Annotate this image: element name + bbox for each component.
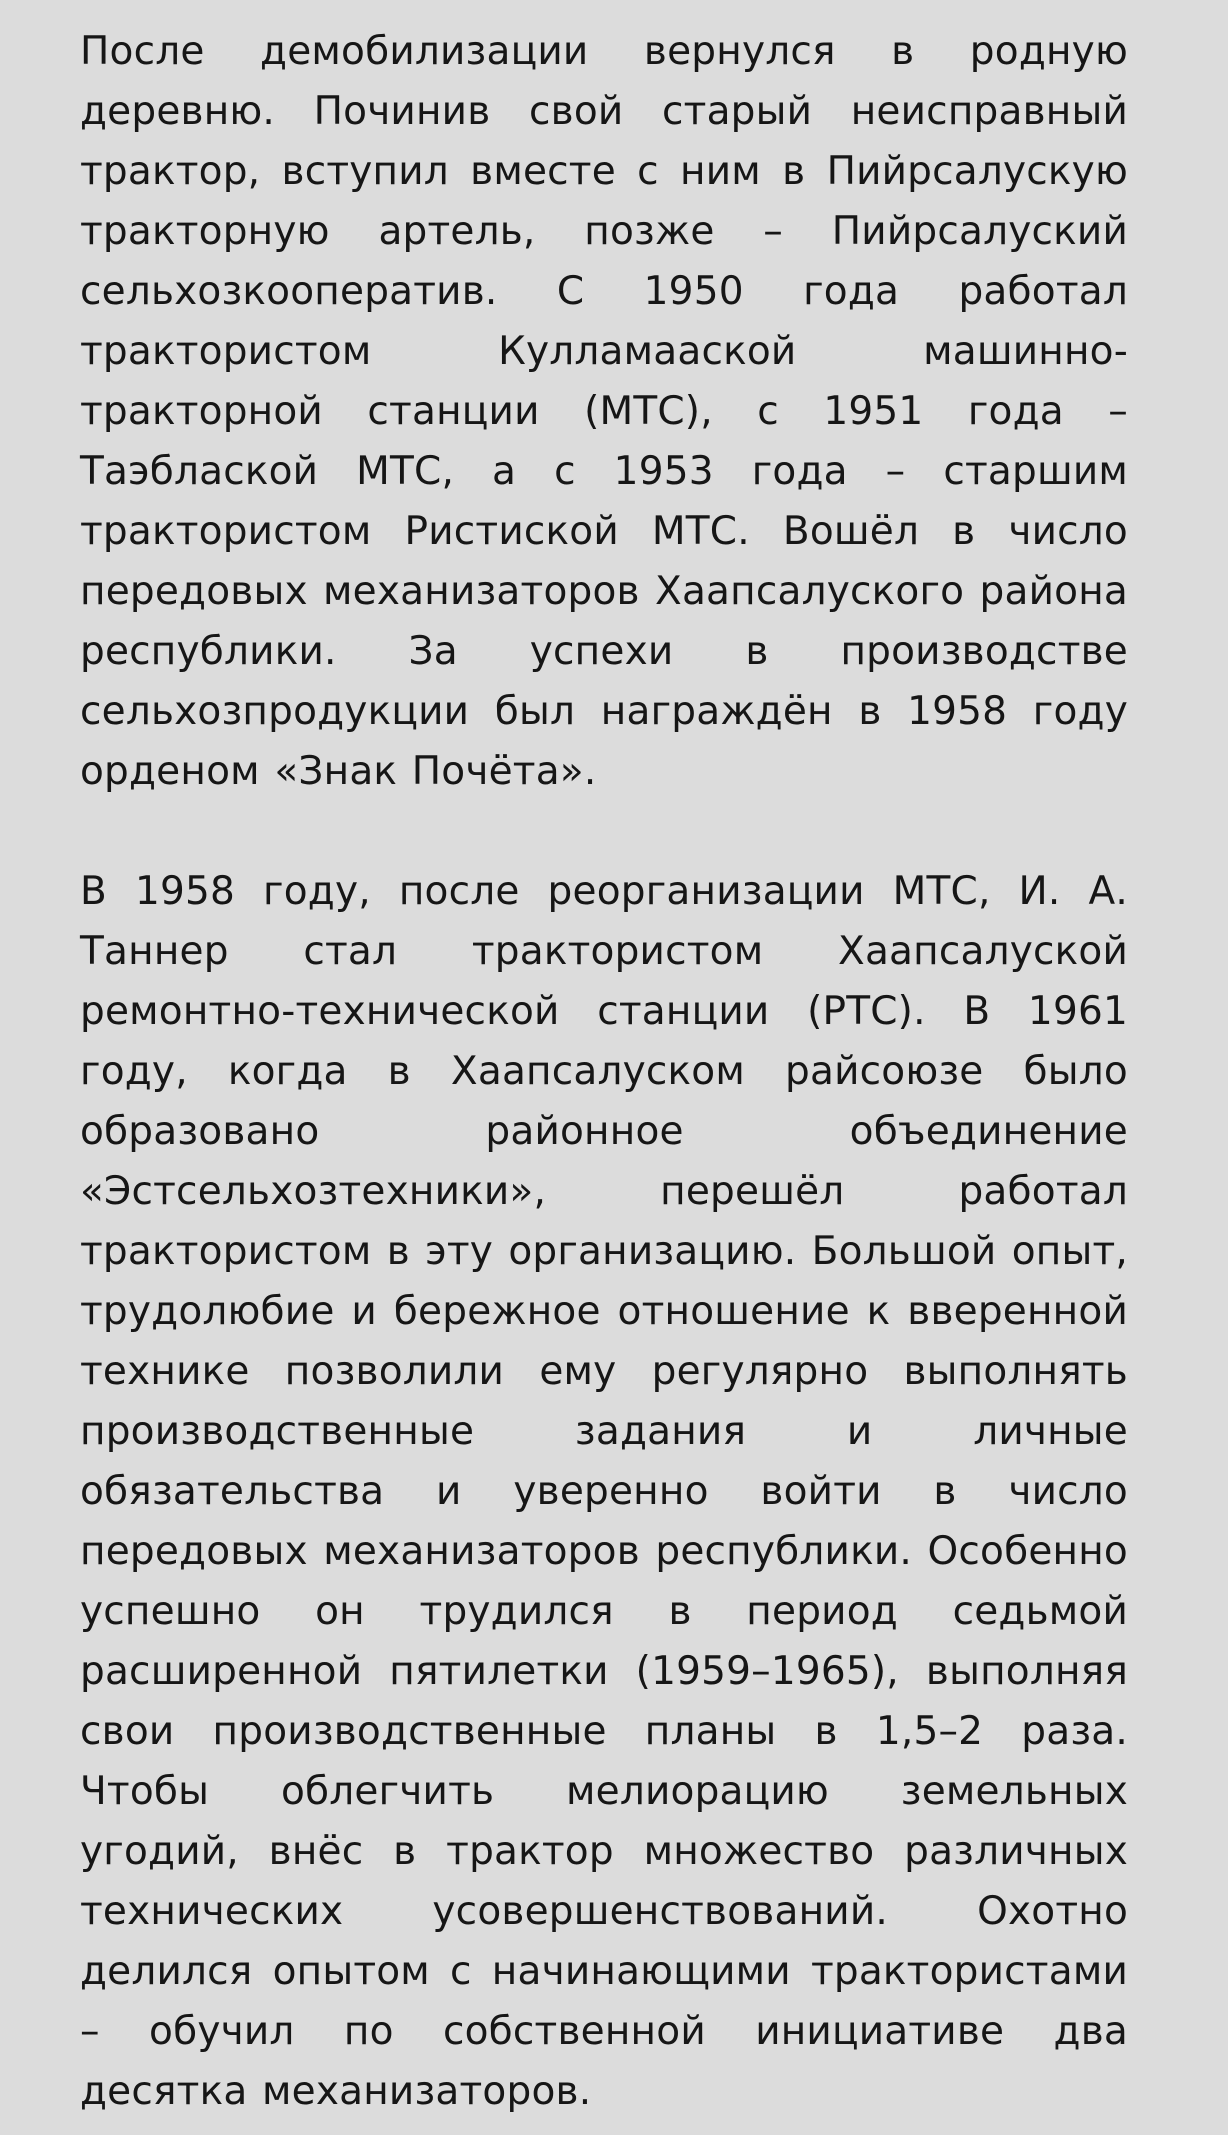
paragraph-reorganization: В 1958 году, после реорганизации МТС, И. А. Таннер стал трактористом Хаапсалуской ремонтно-технической станции (РТС). В 1961 году, когда в Хаапсалуском райсоюзе было образовано районное объединение «Эстсельхозтехники», перешёл работал трактористом в эту организацию. Большой опыт, трудолюбие и бережное отношение к вверенной технике позволили ему регулярно выполнять производственные задания и личные обязательства и уверенно войти в число передовых механизаторов республики. Особенно успешно он трудился в период седьмой расширенной пятилетки (1959–1965), выполняя свои производственные планы в 1,5–2 раза. Чтобы облегчить мелиорацию земельных угодий, внёс в трактор множество различных технических усовершенствований. Охотно делился опытом с начинающими трактористами – обучил по собственной инициативе два десятка механизаторов. <box>80 869 1128 2114</box>
paragraph-demobilization: После демобилизации вернулся в родную деревню. Починив свой старый неисправный трактор, вступил вместе с ним в Пийрсалускую тракторную артель, позже – Пийрсалуский сельхозкооператив. С 1950 года работал трактористом Кулламааской машинно-тракторной станции (МТС), с 1951 года – Таэблаской МТС, а с 1953 года – старшим трактористом Ристиской МТС. Вошёл в число передовых механизаторов Хаапсалуского района республики. За успехи в производстве сельхозпродукции был награждён в 1958 году орденом «Знак Почёта». <box>80 29 1128 794</box>
